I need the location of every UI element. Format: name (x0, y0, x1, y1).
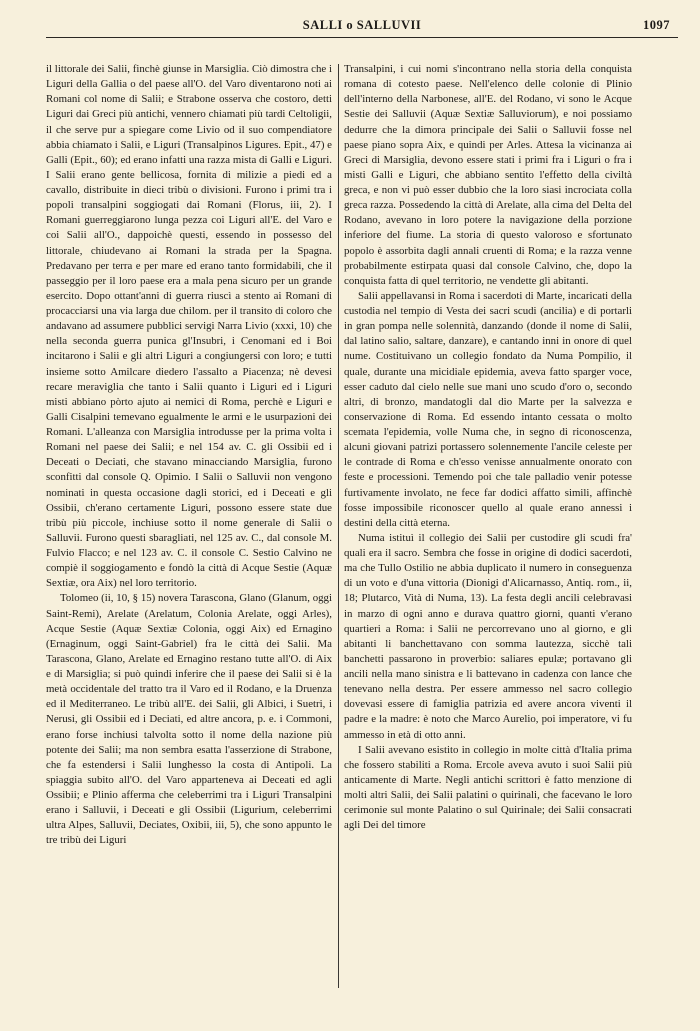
header-rule (46, 37, 678, 38)
page-header (46, 16, 678, 36)
paragraph: Tolomeo (ii, 10, § 15) novera Tarascona, Glano (Glanum, oggi Saint-Remi), Arelate (Arelatum, Colonia Arelate, oggi Arles), Acque Sestie (Aquæ Sextiæ Colonia, oggi Aix) ed Ernagino (Ernaginum, oggi Saint-Gabriel) fra le città dei Salii. Ma Tarascona, Glano, Arelate ed Ernagino restano tutte all'O. di Aix e di Marsiglia; si può quindi inferire che il paese dei Salii si è la metà occidentale del tratto tra il Varo ed il Rodano, e la Druenza ed il Mediterraneo. Le tribù all'E. dei Salii, gli Albici, i Suetri, i Nerusi, gli Ossibii ed i Deciati, ed altre ancora, p. e. i Commoni, erano forse inchiusi talvolta sotto il nome della nazione più potente dei Salii; ma non sembra esatta l'asserzione di Strabone, che fa estendersi i Salii lunghesso la costa di Antipoli. La spiaggia subito all'O. del Varo apparteneva ai Deceati ed agli Ossibii; e Plinio afferma che celeberrimi tra i Liguri Transalpini erano i Salluvii, i Deceati e gli Ossibii (Ligurium, celeberrimi ultra Alpes, Salluvii, Deciates, Oxibii, iii, 5), che sono appunto le tre tribù dei Liguri (46, 592, 332, 847)
paragraph: Numa istituì il collegio dei Salii per custodire gli scudi fra' quali era il sacro. Sembra che fosse in origine di dodici sacerdoti, ma che Tullo Ostilio ne abbia duplicato il numero in conseguenza di un voto e d'una vittoria (Dionigi d'Alicarnasso, Antiq. rom., ii, 18; Plutarco, Vità di Numa, 13). La festa degli ancili celebravasi in marzo di ogni anno e durava quattro giorni, quanti v'erano quartieri a Roma: i Salii ne percorrevano uno al giorno, e gli abitanti li banchettavano con somma lautezza, sicchè tali banchetti passarono in proverbio: saliares epulæ; portavano gli ancili nella mano sinistra e li battevano in cadenza con lance che tenevano nella destra. Per essere ammesso nel sacro collegio dovevasi essere di famiglia patrizia ed avere ancora viventi il padre e la madre: è noto che Marco Aurelio, poi imperatore, vi fu ammesso in età di otto anni. (344, 531, 632, 741)
paragraph: Salii appellavansi in Roma i sacerdoti di Marte, incaricati della custodia nel tempio di Vesta dei sacri scudi (ancilia) e di portarli in gran pompa nelle solennità, danzando (donde il nome di Salii, dal latino salio, saltare, danzare), e cantando inni in onore di quel nume. Costituivano un collegio fondato da Numa Pompilio, il quale, durante una micidiale epidemia, aveva fatto sparger voce, esser caduto dal cielo nelle sue mani uno scudo d'oro o, secondo altri, di bronzo, mandatogli dal dio Marte per la salvezza e conservazione di Roma. Ed essendo intanto cessata o molto scemata l'epidemia, volle Numa che, in segno di riconoscenza, alcuni giovani patrizi portassero solennemente l'ancile celeste per le contrade di Roma e ch'esso venisse annualmente onorato con feste e processioni. Temendo poi che tale palladio venir potesse furtivamente involato, ne fece far dodici affatto simili, affinchè fosse impossibile riconoscer quello al quale erano annessi i destini della città eterna. (344, 289, 632, 529)
paragraph: I Salii avevano esistito in collegio in molte città d'Italia prima che fossero stabiliti a Roma. Ercole aveva avuto i suoi Salii più anticamente di Marte. Negli antichi scrittori è fatto menzione di molti altri Salii, dei Salii palatini o quirinali, che facevano le loro cerimonie sul monte Palatino o sul Quirinale; dei Salii consacrati agli Dei del timore (344, 743, 632, 832)
left-column (46, 62, 332, 849)
column-divider (338, 64, 339, 988)
page-number: 1097 (643, 18, 670, 32)
paragraph: il littorale dei Salii, finchè giunse in Marsiglia. Ciò dimostra che i Liguri della Gallia o del paese all'O. del Varo diventarono noti ai Romani col nome di Salii; e Strabone osserva che costoro, detti Liguri dai Greci più antichi, vennero chiamati più tardi Celtoligii, il che serve pur a spiegare come Livio od il suo compendiatore abbia chiamato i Salii, e Liguri (Transalpinos Ligures. Epit., 47) e Galli (Epit., 60); ed erano infatti una razza mista di Galli e Liguri. I Salii erano gente bellicosa, fornita di milizie a piedi ed a cavallo, distribuite in dieci tribù o divisioni. Furono i primi tra i popoli transalpini soggiogati dai Romani (Florus, iii, 2). I Romani guerreggiarono lunga pezza coi Liguri all'E. del Varo e coi Salii all'O., dappoichè questi, essendo in possesso del littorale, chiudevano ai Romani la strada per la Spagna. Predavano per terra e per mare ed erano tanto formidabili, che il passeggio per il loro paese era a mala pena sicuro per un grande esercito. Dopo ottant'anni di guerra riuscì a stento ai Romani di procacciarsi una via larga due chilom. per il transito di coloro che andavano ad assumere pubblici servigi Narra Livio (xxxi, 10) che nella seconda guerra punica gl'Insubri, i Cenomani ed i Boi incitarono i Salii e gli altri Liguri a congiungersi con loro; e tutti insieme sotto Amilcare diedero l'assalto a Piacenza; nè devesi recare meraviglia che tanto i Salii quanto i Liguri ed i Liguri misti abbiano pòrto ajuto ai nemici di Roma, perchè e Liguri e Galli Cisalpini temevano egualmente le armi e le usurpazioni dei Romani. L'alleanza con Marsiglia introdusse per la prima volta i Romani nel paese dei Salii; e nel 154 av. C. gli Ossibii ed i Deceati o Deciati, che stavano minacciando Marsiglia, furono sconfitti dal console Q. Opimio. I Salii o Salluvii non vengono nominati in questa occasione dagli storici, ed i Deceati e gli Ossibii, ch'erano certamente Liguri, possono essere state due tribù più piccole, inchiuse sotto il nome generale di Salii o Salluvii. Furono questi sbaragliati, nel 125 av. C., dal console M. Fulvio Flacco; e nel 123 av. C. il console C. Sestio Calvino ne compiè il soggiogamento e fondò la città di Acque Sestie (Aquæ Sextiæ, ora Aix) nel loro territorio. (46, 63, 332, 590)
right-column (344, 62, 632, 833)
running-title: SALLI o SALLUVII (302, 18, 422, 32)
paragraph: Transalpini, i cui nomi s'incontrano nella storia della conquista romana di cotesto paese. Nell'elenco delle colonie di Plinio dell'interno della Narbonese, all'E. del Rodano, vi sono le Acque Sestie dei Salluvii (Aquæ Sextiæ Salluviorum), e noi possiamo dedurre che la dimora principale dei Salii o Salluvii fosse nel paese piano sopra Aix, e quindi per Arles. Attesa la vicinanza ai Greci di Marsiglia, devono essere stati i primi fra i Liguri o fra i misti Galli e Liguri, che abbiano sentito l'effetto della civiltà greca, e non vi può esser dubbio che la loro siasi incrociata colla greca razza. Possedendo la città di Arelate, alla cima del Delta del Rodano, avevano in loro potere la navigazione della porzione inferiore del fiume. La storia di questo valoroso e sfortunato popolo è assorbita dagli annali cruenti di Roma; e la razza venne probabilmente estirpata quasi dal console Calvino, che, dopo la conquista fatta di quel territorio, ne vendette gli abitanti. (344, 63, 632, 287)
